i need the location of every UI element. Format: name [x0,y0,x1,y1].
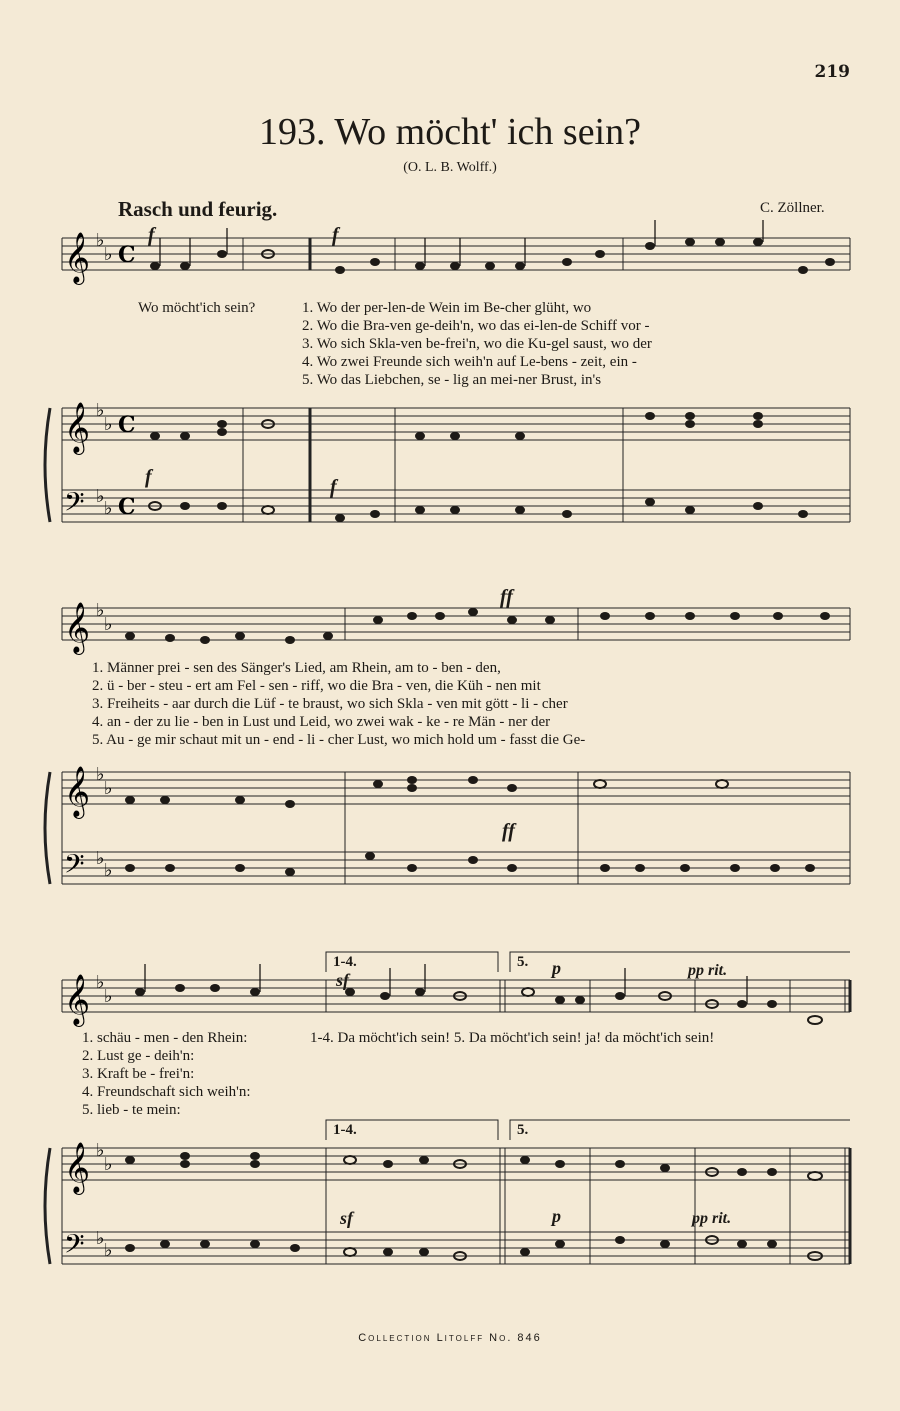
lyric-verse-1: 1. Männer prei - sen des Sänger's Lied, am Rhein, am to - ben - den, [92,660,501,676]
svg-text:𝄢: 𝄢 [64,848,85,886]
dynamic-sforzando-piano: sf [340,1208,353,1228]
dynamic-forte-vocal-repeat: f [332,224,339,246]
volta-5-piano: 5. [517,1122,529,1138]
svg-text:♭: ♭ [96,848,105,869]
svg-text:𝄢: 𝄢 [64,486,85,524]
footer-collection: Collection Litolff No. 846 [358,1332,542,1344]
svg-text:♭: ♭ [96,600,105,621]
svg-text:♭: ♭ [104,244,113,265]
svg-text:𝄞: 𝄞 [64,602,91,653]
system-1-staves [0,220,900,560]
composer-credit: C. Zöllner. [760,200,825,216]
svg-text:𝄞: 𝄞 [64,1142,91,1193]
lyric-verse-2: 2. ü - ber - steu - ert am Fel - sen - riff, wo die Bra - ven, die Küh - nen mit [92,678,541,694]
dynamic-fortissimo-piano: ff [502,820,515,842]
svg-text:♭: ♭ [96,486,105,507]
svg-text:𝄞: 𝄞 [64,232,91,283]
svg-text:♭: ♭ [96,230,105,251]
svg-text:♭: ♭ [96,400,105,421]
dynamic-forte-piano: f [145,466,152,488]
lyric-refrain: 1-4. Da möcht'ich sein! 5. Da möcht'ich sein! ja! da möcht'ich sein! [310,1030,715,1046]
svg-text:C: C [118,494,136,520]
svg-text:♭: ♭ [104,1154,113,1175]
svg-text:♭: ♭ [104,778,113,799]
dynamic-forte-vocal: f [148,224,155,246]
svg-text:♭: ♭ [104,986,113,1007]
lyric-verse-4: 4. an - der zu lie - ben in Lust und Leid, wo zwei wak - ke - re Män - ner der [92,714,551,730]
svg-text:♭: ♭ [104,860,113,881]
svg-text:𝄞: 𝄞 [64,766,91,817]
dynamic-sforzando-vocal: sf [336,970,349,990]
lyric-verse-2: 2. Wo die Bra-ven ge-deih'n, wo das ei-len-de Schiff vor - [302,318,650,334]
dynamic-forte-bass: f [330,476,337,498]
svg-text:♭: ♭ [96,1140,105,1161]
lyric-verse-5: 5. lieb - te mein: [82,1102,181,1118]
dynamic-piano-vocal: p [552,958,561,978]
svg-text:♭: ♭ [104,498,113,519]
svg-text:♭: ♭ [104,614,113,635]
svg-text:♭: ♭ [104,414,113,435]
dynamic-fortissimo-vocal: ff [500,586,513,608]
dynamic-pianissimo-ritardando-piano: pp rit. [692,1210,732,1227]
svg-text:𝄞: 𝄞 [64,402,91,453]
lyric-verse-4: 4. Wo zwei Freunde sich weih'n auf Le-bens - zeit, ein - [302,354,637,370]
svg-text:𝄞: 𝄞 [64,974,91,1025]
poet-credit: (O. L. B. Wolff.) [403,160,497,175]
lyric-verse-3: 3. Freiheits - aar durch die Lüf - te braust, wo sich Skla - ven mit gött - li - cher [92,696,568,712]
svg-text:C: C [118,242,136,268]
svg-text:♭: ♭ [96,764,105,785]
lyric-verse-1: 1. schäu - men - den Rhein: [82,1030,248,1046]
svg-text:♭: ♭ [104,1240,113,1261]
volta-1-4-piano: 1-4. [333,1122,357,1138]
page-number: 219 [814,62,850,82]
system-3-staves [0,950,900,1300]
svg-text:C: C [118,412,136,438]
lyric-intro: Wo möcht'ich sein? [138,300,256,316]
lyric-verse-2: 2. Lust ge - deih'n: [82,1048,195,1064]
system-2-staves [0,590,900,920]
lyric-verse-5: 5. Au - ge mir schaut mit un - end - li - cher Lust, wo mich hold um - fasst die Ge- [92,732,586,748]
dynamic-piano-piano: p [552,1206,561,1226]
lyric-verse-3: 3. Kraft be - frei'n: [82,1066,195,1082]
svg-text:♭: ♭ [96,1228,105,1249]
lyric-verse-3: 3. Wo sich Skla-ven be-frei'n, wo die Ku-gel saust, wo der [302,336,652,352]
volta-1-4-vocal: 1-4. [333,954,357,970]
tempo-marking: Rasch und feurig. [118,197,278,221]
svg-text:𝄢: 𝄢 [64,1228,85,1266]
svg-text:♭: ♭ [96,972,105,993]
volta-5-vocal: 5. [517,954,529,970]
lyric-verse-4: 4. Freundschaft sich weih'n: [82,1084,251,1100]
dynamic-pianissimo-ritardando-vocal: pp rit. [688,962,728,979]
lyric-verse-5: 5. Wo das Liebchen, se - lig an mei-ner Brust, in's [302,372,602,388]
lyric-verse-1: 1. Wo der per-len-de Wein im Be-cher glüht, wo [302,300,592,316]
song-title: 193. Wo möcht' ich sein? [259,111,641,153]
